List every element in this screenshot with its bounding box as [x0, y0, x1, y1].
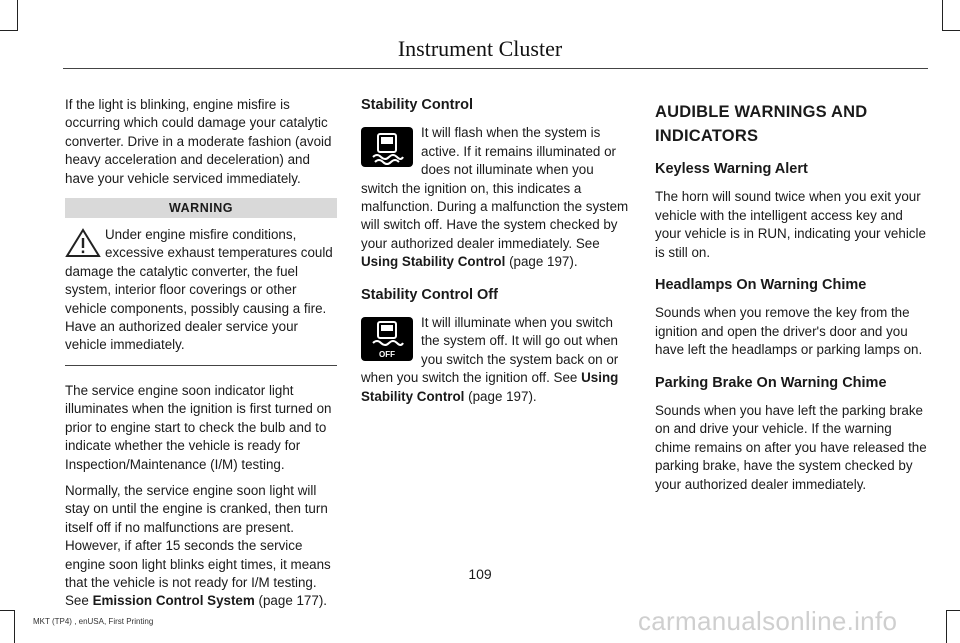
crop-mark — [946, 610, 960, 611]
using-stability-control-link[interactable]: Using Stability Control — [361, 254, 506, 270]
crop-mark — [942, 30, 960, 31]
off-label: OFF — [379, 350, 395, 360]
crop-mark — [942, 0, 943, 30]
paragraph-text: It will illuminate when you switch the system off. It will go out when you switch the system back on or when you switch the ignition off. See — [361, 315, 619, 386]
header-rule — [63, 68, 928, 69]
using-stability-control-link[interactable]: Using Stability Control — [361, 370, 619, 404]
warning-box — [65, 226, 337, 355]
crop-mark — [0, 30, 18, 31]
parking-brake-text: Sounds when you have left the parking brake on and drive your vehicle. If the warning chime remains on after you have released the parking brake, have the system checked by your authorized dealer immediately. — [655, 403, 927, 492]
stability-control-heading: Stability Control — [361, 97, 473, 113]
keyless-warning-heading: Keyless Warning Alert — [655, 161, 808, 177]
paragraph-text: It will flash when the system is active. If it remains illuminated or does not illuminate when you switch the ignition on, this indicates a malfunction. During a malfunction the system will switch off. Have the system checked by your authorized dealer immediately. See — [361, 125, 629, 251]
column-middle — [361, 96, 633, 414]
emission-control-link[interactable]: Emission Control System — [92, 593, 255, 609]
warning-end-rule — [65, 365, 337, 366]
stability-control-off-heading: Stability Control Off — [361, 286, 498, 303]
service-engine-paragraph: The service engine soon indicator light illuminates when the ignition is first turned on prior to engine start to check the bulb and to indicate whether the vehicle is ready for Inspection/Maintenance (I/M) testing. — [65, 382, 332, 472]
crop-mark — [14, 610, 15, 643]
crop-mark — [17, 0, 18, 30]
headlamps-warning-text: Sounds when you remove the key from the ignition and open the driver's door and you have left the headlamps or parking lamps on. — [655, 305, 923, 358]
audible-warnings-heading: AUDIBLE WARNINGS AND INDICATORS — [655, 103, 868, 145]
column-left — [65, 96, 337, 619]
stability-control-icon — [361, 127, 413, 167]
misfire-paragraph: If the light is blinking, engine misfire is occurring which could damage your catalytic converter. Drive in a moderate fashion (avoid heavy acceleration and deceleration) and have your vehicle serviced immediately. — [65, 97, 332, 186]
page-reference: (page 177). — [258, 593, 328, 609]
warning-text: Under engine misfire conditions, excessive exhaust temperatures could damage the catalytic converter, the fuel system, interior floor coverings or other vehicle components, possibly causing a fire. Have an authorized dealer service your vehicle immediately. — [65, 227, 333, 353]
column-right — [655, 96, 929, 502]
page-title: Instrument Cluster — [397, 36, 563, 61]
crop-mark — [0, 610, 14, 611]
page-number: 109 — [468, 566, 492, 582]
stability-control-off-icon — [361, 317, 413, 361]
headlamps-warning-heading: Headlamps On Warning Chime — [655, 277, 867, 294]
warning-triangle-icon — [65, 228, 101, 258]
keyless-warning-text: The horn will sound twice when you exit your vehicle with the intelligent access key and your vehicle is in RUN, indicating your vehicle is still on. — [655, 189, 926, 260]
crop-mark — [946, 610, 947, 643]
watermark: carmanualsonline.info — [638, 606, 898, 636]
parking-brake-heading: Parking Brake On Warning Chime — [655, 374, 887, 391]
page-reference: (page 197). — [509, 254, 578, 270]
warning-label: WARNING — [65, 198, 337, 218]
paragraph-text: Normally, the service engine soon light will stay on until the engine is cranked, then turn itself off if no malfunctions are present. However, if after 15 seconds the service engine soon light blinks eight times, it means that the vehicle is not ready for I/M testing. See — [65, 482, 331, 609]
normal-operation-paragraph — [65, 482, 337, 611]
footer-text: MKT (TP4) , enUSA, First Printing — [33, 617, 154, 626]
page-reference: (page 197). — [468, 388, 537, 404]
